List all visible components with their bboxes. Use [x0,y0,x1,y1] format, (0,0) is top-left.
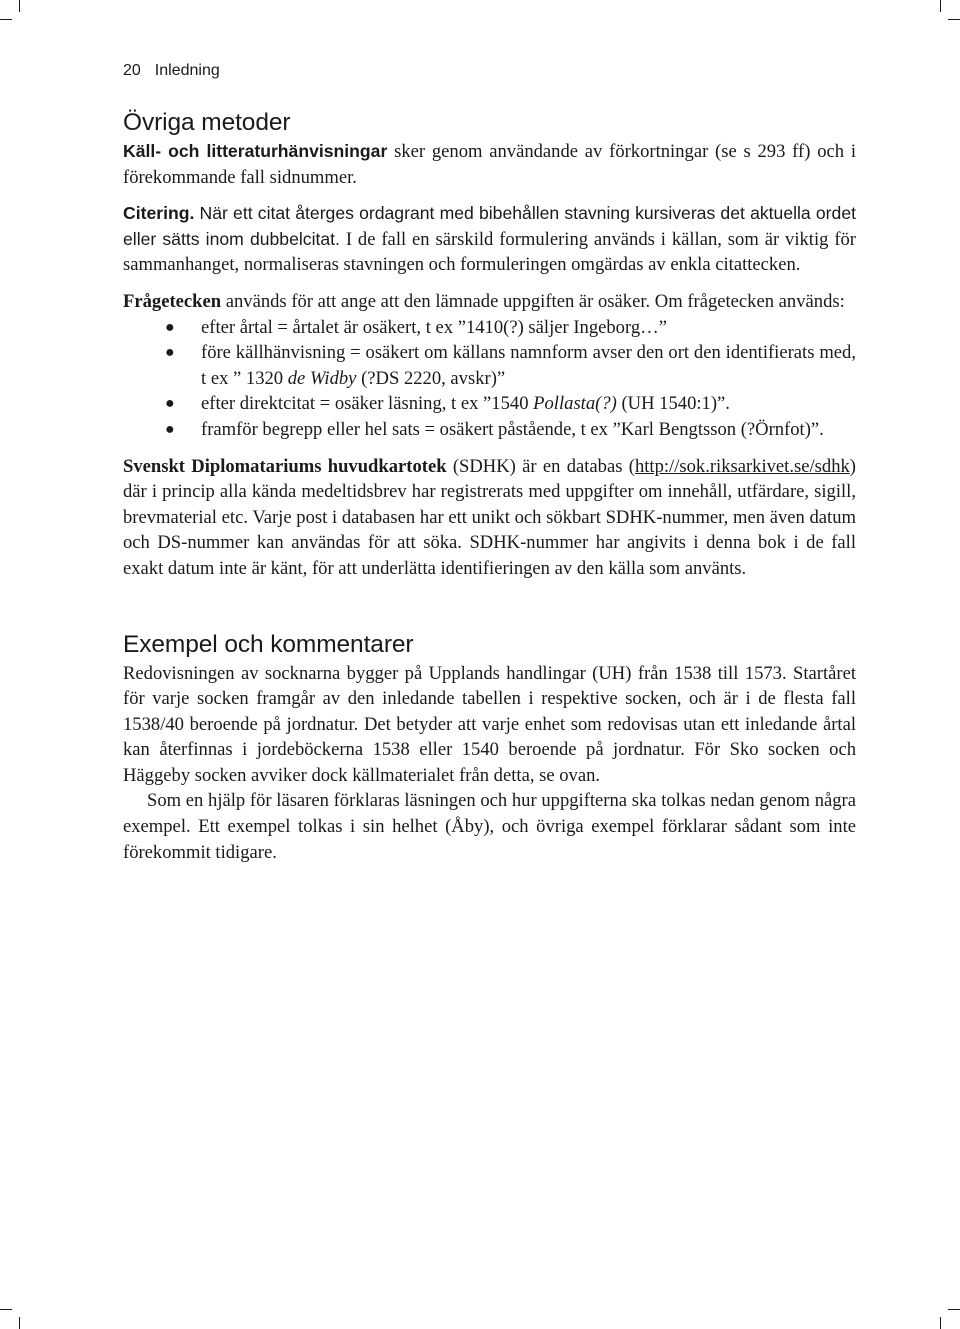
bullet-icon: ● [165,395,175,413]
list-item: ● framför begrepp eller hel sats = osäkert påstående, t ex ”Karl Bengtsson (?Örnfot)”. [123,417,856,443]
term-citering: Citering. [123,203,195,224]
paragraph-sdhk: Svenskt Diplomatariums huvudkartotek (SDHK) är en databas (http://sok.riksarkivet.se/sdhk) där i princip alla kända medeltidsbrev har registrerats med uppgifter om innehåll, utfärdare, sigill, brevmaterial etc. Varje post i databasen har ett unikt och sökbart SDHK-nummer, men även datum och DS-nummer kan användas för att söka. SDHK-nummer har angivits i denna bok i de fall exakt datum inte är känt, för att underlätta identifieringen av den källa som använts. [123,455,856,579]
paragraph-citering [123,201,856,278]
term-fragetecken: Frågetecken [123,290,222,312]
crop-mark [0,1309,12,1310]
paragraph-text: används för att ange att den lämnade uppgiften är osäker. Om frågetecken används: [221,290,845,312]
paragraph-fragetecken [123,289,856,315]
crop-mark [0,19,12,20]
list-item: ● före källhänvisning = osäkert om källans namnform avser den ort den identifierats med, t ex ” 1320 de Widby (?DS 2220, avskr)” [165,342,856,389]
running-title: Inledning [154,62,220,79]
section-heading-exempel: Exempel och kommentarer [123,630,414,658]
paragraph-text: sker genom användande av förkortningar (se s 293 ff) och i förekommande fall sidnummer. [123,141,856,188]
paragraph-kall-hanvisningar [123,139,856,190]
crop-mark [940,1317,941,1329]
bullet-list [123,315,856,443]
bullet-icon: ● [165,318,175,336]
paragraph-redovisningen: Redovisningen av socknarna bygger på Upplands handlingar (UH) från 1538 till 1573. Startåret för varje socken framgår av den inledande tabellen i respektive socken, och är i de flesta fall 1538/40 beroende på jordnatur. Det betyder att varje enhet som redovisas utan ett inledande årtal kan återfinnas i jordeböckerna 1538 eller 1540 beroende på jordnatur. För Sko socken och Häggeby socken avviker dock källmaterialet från detta, se ovan. [123,662,856,786]
crop-mark [948,1309,960,1310]
page-body [123,55,856,865]
crop-mark [948,19,960,20]
running-head [123,55,856,87]
paragraph-text: I de fall en särskild formulering används i källan, som är viktig för sammanhanget, normaliseras stavningen och formuleringen omgärdas av enkla citattecken. [123,228,856,276]
crop-mark [19,1317,20,1329]
sdhk-link[interactable]: http://sok.riksarkivet.se/sdhk [634,455,850,477]
page-number: 20 [123,62,141,79]
term-sdhk: Svenskt Diplomatariums huvudkartotek [123,455,447,477]
bullet-icon: ● [165,420,175,438]
paragraph-som-en-hjalp: Som en hjälp för läsaren förklaras läsningen och hur uppgifterna ska tolkas nedan genom några exempel. Ett exempel tolkas i sin helhet (Åby), och övriga exempel förklarar sådant som inte förekommit tidigare. [123,790,856,863]
section-heading-ovriga-metoder: Övriga metoder [123,109,291,136]
list-item: ● efter direktcitat = osäker läsning, t ex ”1540 Pollasta(?) (UH 1540:1)”. [123,391,856,417]
crop-mark [19,0,20,12]
crop-mark [940,0,941,12]
term-kall-hanvisningar: Käll- och litteraturhänvisningar [123,141,388,161]
paragraph-text: När ett citat återges ordagrant med bibehållen stavning kursiveras det aktuella ordet eller sätts inom dubbelcitat. [123,203,856,249]
list-item: ● efter årtal = årtalet är osäkert, t ex ”1410(?) säljer Ingeborg…” [123,315,856,341]
bullet-icon: ● [165,344,175,362]
